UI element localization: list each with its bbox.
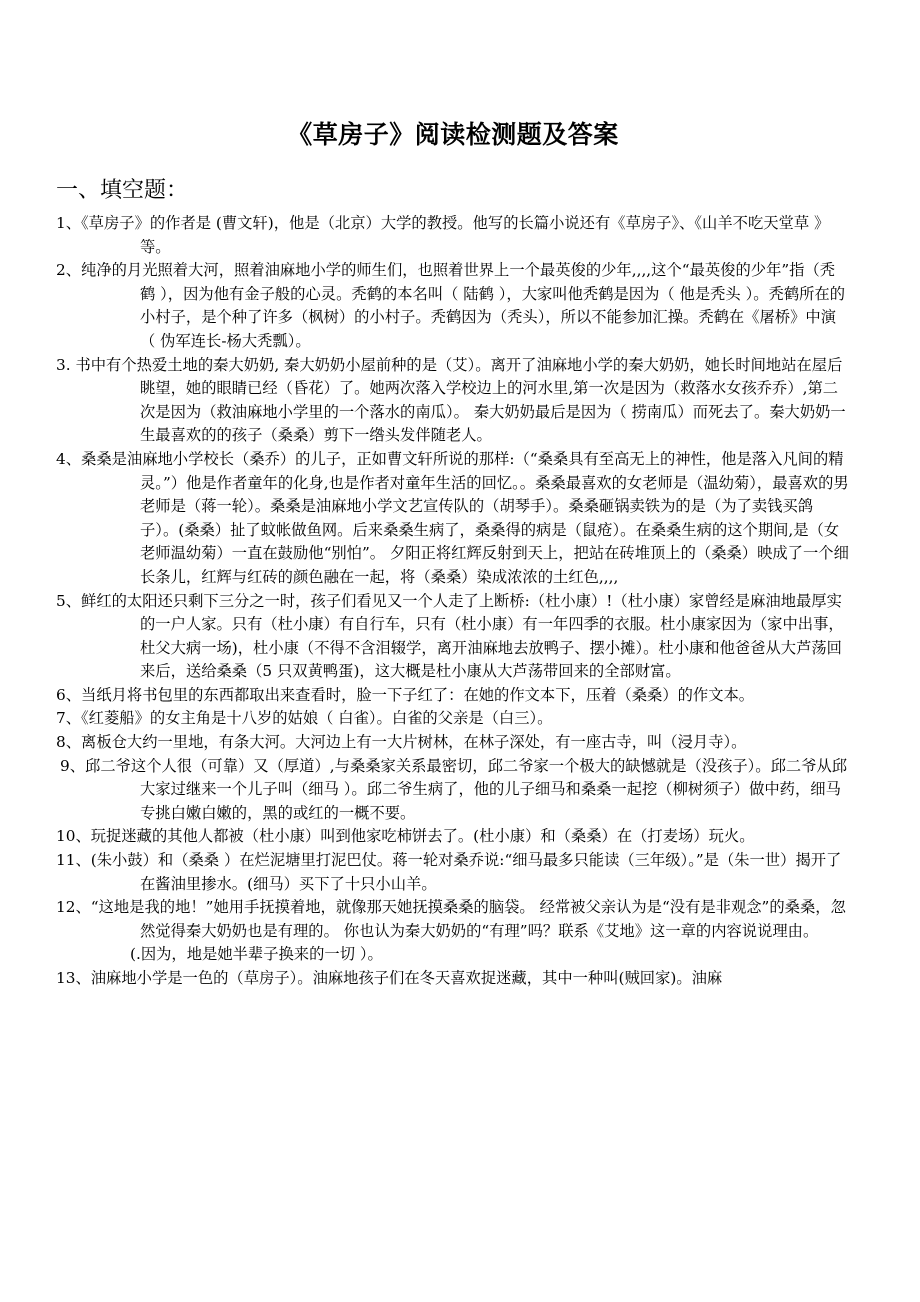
question-2: 2、纯净的月光照着大河，照着油麻地小学的师生们，也照着世界上一个最英俊的少年,,,,这个“最英俊的少年”指（秃鹤 ），因为他有金子般的心灵。秃鹤的本名叫（ 陆鹤 ），大家叫他秃鹤是因为（ 他是秃头 ）。秃鹤所在的小村子，是个种了许多（枫树）的小村子。秃鹤因为（秃头），所以不能参加汇操。秃鹤在《屠桥》中演（ 伪军连长-杨大秃瓢）。 <box>56 261 846 350</box>
question-7: 7、《红菱船》的女主角是十八岁的姑娘（ 白雀）。白雀的父亲是（白三）。 <box>56 709 553 728</box>
document-title: 《草房子》阅读检测题及答案 <box>287 120 619 149</box>
question-4: 4、桑桑是油麻地小学校长（桑乔）的儿子，正如曹文轩所说的那样:（“桑桑具有至高无上的神性，他是落入凡间的精灵。”）他是作者童年的化身,也是作者对童年生活的回忆。。桑桑最喜欢的女老师是（温幼菊），最喜欢的男老师是（蒋一轮）。桑桑是油麻地小学文艺宣传队的（胡琴手）。桑桑砸锅卖铁为的是（为了卖钱买鸽子）。(桑桑）扯了蚊帐做鱼网。后来桑桑生病了，桑桑得的病是（鼠疮）。在桑桑生病的这个期间,是（女老师温幼菊）一直在鼓励他“别怕”。 夕阳正将红辉反射到天上，把站在砖堆顶上的（桑桑）映成了一个细长条儿，红辉与红砖的颜色融在一起，将（桑桑）染成浓浓的土红色,,,, <box>56 449 849 586</box>
question-13: 13、油麻地小学是一色的（草房子）。油麻地孩子们在冬天喜欢捉迷藏，其中一种叫(贼回家)。油麻 <box>56 969 723 987</box>
question-3: 3. 书中有个热爱土地的秦大奶奶, 秦大奶奶小屋前种的是（艾）。离开了油麻地小学的秦大奶奶，她长时间地站在屋后眺望，她的眼睛已经（昏花）了。她两次落入学校边上的河水里,第一次是因为（救落水女孩乔乔）,第二次是因为（救油麻地小学里的一个落水的南瓜）。 秦大奶奶最后是因为（ 捞南瓜）而死去了。秦大奶奶一生最喜欢的的孩子（桑桑）剪下一绺头发伴随老人。 <box>56 355 846 445</box>
answer-12: (.因为，地是她半辈子换来的一切 ）。 <box>130 945 383 964</box>
question-9: 9、邱二爷这个人很（可靠）又（厚道）,与桑桑家关系最密切，邱二爷家一个极大的缺憾就是（没孩子）。邱二爷从邱大家过继来一个儿子叫（细马 ）。邱二爷生病了，他的儿子细马和桑桑一起挖（柳树须子）做中药，细马专挑白嫩白嫩的，黑的或红的一概不要。 <box>60 756 848 822</box>
question-8: 8、离板仓大约一里地，有条大河。大河边上有一大片树林，在林子深处，有一座古寺，叫（浸月寺）。 <box>56 733 747 752</box>
question-list <box>56 212 850 991</box>
question-11: 11、(朱小鼓）和（桑桑 ）在烂泥塘里打泥巴仗。蒋一轮对桑乔说:“细马最多只能读（三年级）。”是（朱一世）揭开了在酱油里掺水。(细马）买下了十只小山羊。 <box>56 851 842 893</box>
question-6: 6、当纸月将书包里的东西都取出来查看时，脸一下子红了：在她的作文本下，压着（桑桑）的作文本。 <box>56 685 755 704</box>
section-heading: 一、填空题： <box>56 178 189 203</box>
question-5: 5、鲜红的太阳还只剩下三分之一时，孩子们看见又一个人走了上断桥:（杜小康）!（杜小康）家曾经是麻油地最厚实的一户人家。只有（杜小康）有自行车，只有（杜小康）有一年四季的衣服。杜小康家因为（家中出事，杜父大病一场)，杜小康（不得不含泪辍学，离开油麻地去放鸭子、摆小摊）。杜小康和他爸爸从大芦荡回来后，送给桑桑（5 只双黄鸭蛋)，这大概是杜小康从大芦荡带回来的全部财富。 <box>56 591 844 681</box>
question-1: 1、《草房子》的作者是 (曹文轩)，他是（北京）大学的教授。他写的长篇小说还有《草房子》、《山羊不吃天堂草 》等。 <box>56 214 830 256</box>
question-12: 12、“这地是我的地！”她用手抚摸着地，就像那天她抚摸桑桑的脑袋。 经常被父亲认为是“没有是非观念”的桑桑，忽然觉得秦大奶奶也是有理的。 你也认为秦大奶奶的“有理”吗？联系《艾地》这一章的内容说说理由。 <box>56 898 846 940</box>
question-10: 10、玩捉迷藏的其他人都被（杜小康）叫到他家吃柿饼去了。(杜小康）和（桑桑）在（打麦场）玩火。 <box>56 827 755 846</box>
